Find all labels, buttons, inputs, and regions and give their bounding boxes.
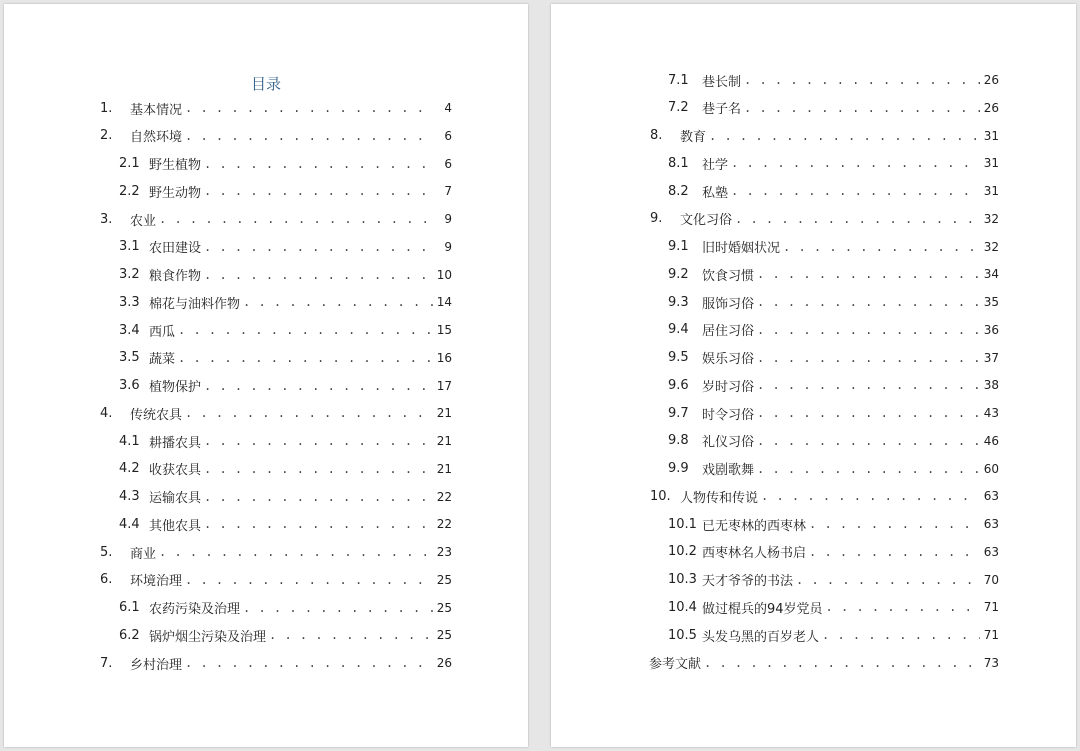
toc-dot-leader [185,101,433,115]
toc-entry[interactable] [668,264,999,284]
toc-entry[interactable] [668,375,999,395]
toc-dot-leader [809,517,980,531]
toc-entry-label: 运输农具 [149,491,202,506]
toc-entry-page: 26 [983,73,999,87]
toc-entry-label: 乡村治理 [130,657,183,673]
toc-entry-label: 西瓜 [149,324,176,340]
toc-entry-number: 3. [100,211,113,227]
toc-dot-leader [731,184,980,198]
toc-entry[interactable] [668,320,999,340]
toc-entry-number: 3.3 [119,294,140,310]
toc-entry-label: 参考文献 [649,657,702,673]
toc-entry[interactable] [668,514,999,534]
toc-entry-number: 9.8 [668,433,689,449]
toc-dot-leader [826,600,980,614]
toc-dot-leader [204,268,433,282]
toc-dot-leader [185,406,433,420]
toc-entry[interactable] [668,431,999,451]
toc-entry-number: 3.1 [119,239,140,255]
toc-entry-number: 3.2 [119,267,140,282]
toc-entry-label: 旧时婚姻状况 [702,241,781,256]
toc-entry[interactable] [100,403,452,423]
toc-entry-number: 3.6 [119,378,140,393]
toc-entry-label: 人物传和传说 [680,490,759,506]
toc-entry-number: 9.6 [668,377,689,393]
toc-entry-page: 35 [983,295,999,309]
toc-entry-number: 10.3 [668,572,697,587]
toc-entry-label: 戏剧歌舞 [702,463,755,478]
toc-dot-leader [185,573,433,587]
toc-entry-page: 32 [983,239,999,254]
toc-entry-label: 农业 [130,213,157,229]
toc-entry-label: 做过棍兵的94岁党员 [702,601,823,617]
toc-entry-label: 私塾 [702,185,729,201]
toc-dot-leader [757,406,980,420]
toc-entry-number: 5. [100,544,113,560]
toc-entry-label: 天才爷爷的书法 [702,574,794,589]
toc-dot-leader [204,379,433,393]
toc-entry[interactable] [668,542,999,562]
toc-entry-page: 4 [444,101,452,115]
toc-entry[interactable] [119,265,452,285]
toc-entry-page: 71 [983,600,999,615]
toc-entry-page: 25 [436,600,452,615]
toc-entry-page: 21 [436,461,452,476]
toc-entry-number: 4.3 [119,489,140,504]
toc-entry[interactable] [119,320,452,340]
toc-dot-leader [761,489,980,503]
toc-entry-number: 2.1 [119,156,140,171]
toc-entry[interactable] [119,514,452,534]
toc-entry-label: 锅炉烟尘污染及治理 [149,629,267,645]
toc-entry-label: 时令习俗 [702,407,755,423]
toc-entry-label: 野生动物 [149,185,202,201]
toc-entry-label: 巷子名 [702,102,742,118]
toc-entry-number: 9.9 [668,461,689,476]
toc-entry-label: 传统农具 [130,407,183,423]
toc-dot-leader [822,628,980,642]
toc-entry-number: 9.7 [668,405,689,421]
toc-entry-label: 文化习俗 [680,213,733,229]
toc-entry-label: 礼仪习俗 [702,435,755,451]
toc-entry-label: 植物保护 [149,380,202,395]
toc-entry-page: 38 [983,378,999,393]
toc-entry[interactable] [650,209,999,229]
toc-dot-leader [783,240,980,254]
toc-entry-page: 9 [444,212,452,226]
toc-dot-leader [744,73,980,87]
toc-dot-leader [757,434,980,448]
toc-entry-page: 31 [983,128,999,143]
toc-entry-number: 3.4 [119,322,140,338]
toc-entry-page: 14 [436,295,452,310]
toc-dot-leader [185,656,433,670]
toc-entry[interactable] [668,625,999,645]
toc-dot-leader [204,240,433,254]
toc-entry-number: 8.1 [668,155,689,171]
toc-entry-page: 63 [983,489,999,504]
toc-dot-leader [243,601,433,615]
toc-entry[interactable] [668,70,999,90]
toc-list-right [551,4,1076,747]
document-page-right [551,4,1076,747]
toc-entry-label: 野生植物 [149,158,202,173]
toc-entry-number: 9. [650,211,663,227]
toc-entry-label: 娱乐习俗 [702,352,755,367]
toc-entry[interactable] [649,653,999,673]
toc-entry-label: 商业 [130,546,157,562]
toc-entry[interactable] [119,431,452,451]
toc-entry-page: 6 [444,128,452,143]
toc-entry[interactable] [100,542,452,562]
toc-entry-number: 10. [650,488,671,504]
toc-entry-label: 棉花与油料作物 [149,296,241,312]
toc-entry-label: 粮食作物 [149,269,202,284]
toc-entry-page: 10 [436,267,452,282]
toc-dot-leader [709,129,980,143]
toc-entry-number: 10.4 [668,599,697,615]
toc-entry-page: 22 [436,489,452,504]
toc-dot-leader [159,545,433,559]
toc-entry-page: 32 [983,211,999,226]
toc-entry-page: 63 [983,544,999,559]
toc-entry[interactable] [119,376,452,396]
toc-entry-page: 25 [436,572,452,587]
toc-entry-number: 10.5 [668,627,697,643]
toc-dot-leader [178,351,433,365]
toc-dot-leader [178,323,433,337]
toc-list-left [4,4,528,747]
toc-dot-leader [159,212,433,226]
toc-entry-page: 9 [444,239,452,254]
toc-dot-leader [735,212,980,226]
toc-dot-leader [744,101,980,115]
toc-entry[interactable] [119,625,452,645]
toc-dot-leader [757,323,980,337]
toc-entry-page: 70 [983,572,999,587]
toc-entry-label: 服饰习俗 [702,296,755,312]
toc-entry-page: 43 [983,406,999,420]
toc-entry-number: 3.5 [119,350,140,366]
toc-entry-label: 农田建设 [149,241,202,257]
toc-entry-page: 63 [983,517,999,531]
toc-entry-number: 7. [100,655,113,671]
toc-entry-number: 6.1 [119,600,140,615]
toc-entry-number: 6. [100,572,113,588]
toc-entry-page: 16 [436,350,452,365]
toc-dot-leader [204,490,433,504]
toc-entry-page: 36 [983,322,999,337]
toc-entry[interactable] [100,653,452,673]
toc-entry[interactable] [668,459,999,479]
toc-entry[interactable] [668,181,999,201]
toc-entry-label: 自然环境 [130,130,183,146]
toc-entry[interactable] [119,459,452,479]
toc-dot-leader [757,351,980,365]
toc-entry-number: 9.1 [668,239,689,254]
toc-entry[interactable] [119,237,452,257]
toc-entry-label: 头发乌黑的百岁老人 [702,629,820,645]
toc-entry-number: 2.2 [119,183,140,199]
toc-entry-page: 23 [436,545,452,559]
toc-entry-page: 21 [436,434,452,448]
toc-entry-label: 蔬菜 [149,352,176,368]
toc-entry-page: 22 [436,517,452,532]
toc-entry-label: 饮食习惯 [702,268,755,284]
toc-entry[interactable] [100,98,452,118]
toc-entry-page: 15 [436,323,452,337]
toc-dot-leader [204,517,433,531]
toc-dot-leader [757,462,980,476]
toc-entry[interactable] [119,487,452,507]
toc-entry-page: 25 [436,628,452,643]
toc-dot-leader [704,656,980,670]
document-page-left [4,4,528,747]
toc-entry-number: 4.1 [119,433,140,449]
toc-entry-number: 10.2 [668,544,697,560]
toc-entry[interactable] [119,292,452,312]
toc-entry-page: 71 [983,628,999,642]
toc-dot-leader [796,573,980,587]
toc-entry-number: 4. [100,405,113,421]
toc-entry-number: 9.4 [668,322,689,338]
toc-entry[interactable] [668,570,999,590]
toc-entry[interactable] [668,403,999,423]
toc-entry[interactable] [668,153,999,173]
toc-entry-number: 8. [650,128,663,143]
toc-entry-page: 6 [444,156,452,171]
toc-entry[interactable] [119,181,452,201]
toc-dot-leader [757,295,980,309]
toc-entry-label: 其他农具 [149,518,202,534]
toc-dot-leader [269,628,433,642]
toc-entry-page: 26 [436,656,452,670]
toc-entry-page: 60 [983,461,999,476]
toc-entry-number: 4.4 [119,516,140,532]
toc-entry[interactable] [650,126,999,146]
toc-entry[interactable] [668,348,999,368]
toc-dot-leader [204,434,433,448]
toc-dot-leader [243,295,433,309]
toc-entry-number: 6.2 [119,627,140,643]
toc-entry-number: 7.2 [668,100,689,116]
toc-entry-label: 环境治理 [130,574,183,590]
toc-entry-label: 居住习俗 [702,324,755,340]
toc-entry-label: 耕播农具 [149,435,202,451]
toc-entry-label: 农药污染及治理 [149,602,241,617]
toc-dot-leader [204,462,433,476]
toc-entry-number: 2. [100,128,113,144]
toc-entry-number: 9.5 [668,350,689,365]
toc-entry-number: 8.2 [668,183,689,199]
toc-entry-number: 10.1 [668,516,697,532]
toc-entry-label: 已无枣林的西枣林 [702,518,807,534]
toc-entry[interactable] [668,292,999,312]
toc-entry-number: 9.3 [668,294,689,310]
toc-entry-label: 基本情况 [130,102,183,118]
toc-dot-leader [185,129,433,143]
toc-entry-page: 31 [983,156,999,171]
toc-entry-page: 34 [983,267,999,282]
toc-entry[interactable] [100,570,452,590]
toc-entry-page: 73 [983,655,999,670]
toc-entry[interactable] [650,486,999,506]
toc-entry-number: 9.2 [668,266,689,282]
toc-entry-label: 收获农具 [149,463,202,479]
toc-dot-leader [757,267,980,281]
toc-entry-number: 7.1 [668,72,689,88]
toc-entry-number: 1. [100,100,113,116]
toc-entry[interactable] [668,98,999,118]
toc-entry[interactable] [100,209,452,229]
toc-entry-page: 31 [983,184,999,198]
toc-entry-label: 社学 [702,157,729,173]
toc-entry-page: 21 [436,406,452,421]
toc-entry-page: 17 [436,378,452,393]
toc-entry[interactable] [668,597,999,617]
toc-entry-label: 岁时习俗 [702,379,755,395]
toc-entry-label: 西枣林名人杨书启 [702,546,807,562]
toc-title: 目录 [250,75,281,93]
toc-entry-page: 46 [983,433,999,448]
toc-dot-leader [757,378,980,392]
toc-entry-label: 教育 [680,130,707,145]
toc-entry[interactable] [668,237,999,257]
toc-entry-page: 7 [444,184,452,199]
toc-dot-leader [204,184,433,198]
toc-dot-leader [204,157,433,171]
toc-entry[interactable] [100,126,452,146]
toc-entry-label: 巷长制 [702,74,742,90]
toc-entry-number: 4.2 [119,461,140,477]
toc-dot-leader [731,156,980,170]
toc-entry[interactable] [119,154,452,174]
toc-dot-leader [809,545,980,559]
toc-entry[interactable] [119,348,452,368]
toc-entry[interactable] [119,598,452,618]
toc-entry-page: 37 [983,350,999,365]
toc-entry-page: 26 [983,100,999,115]
